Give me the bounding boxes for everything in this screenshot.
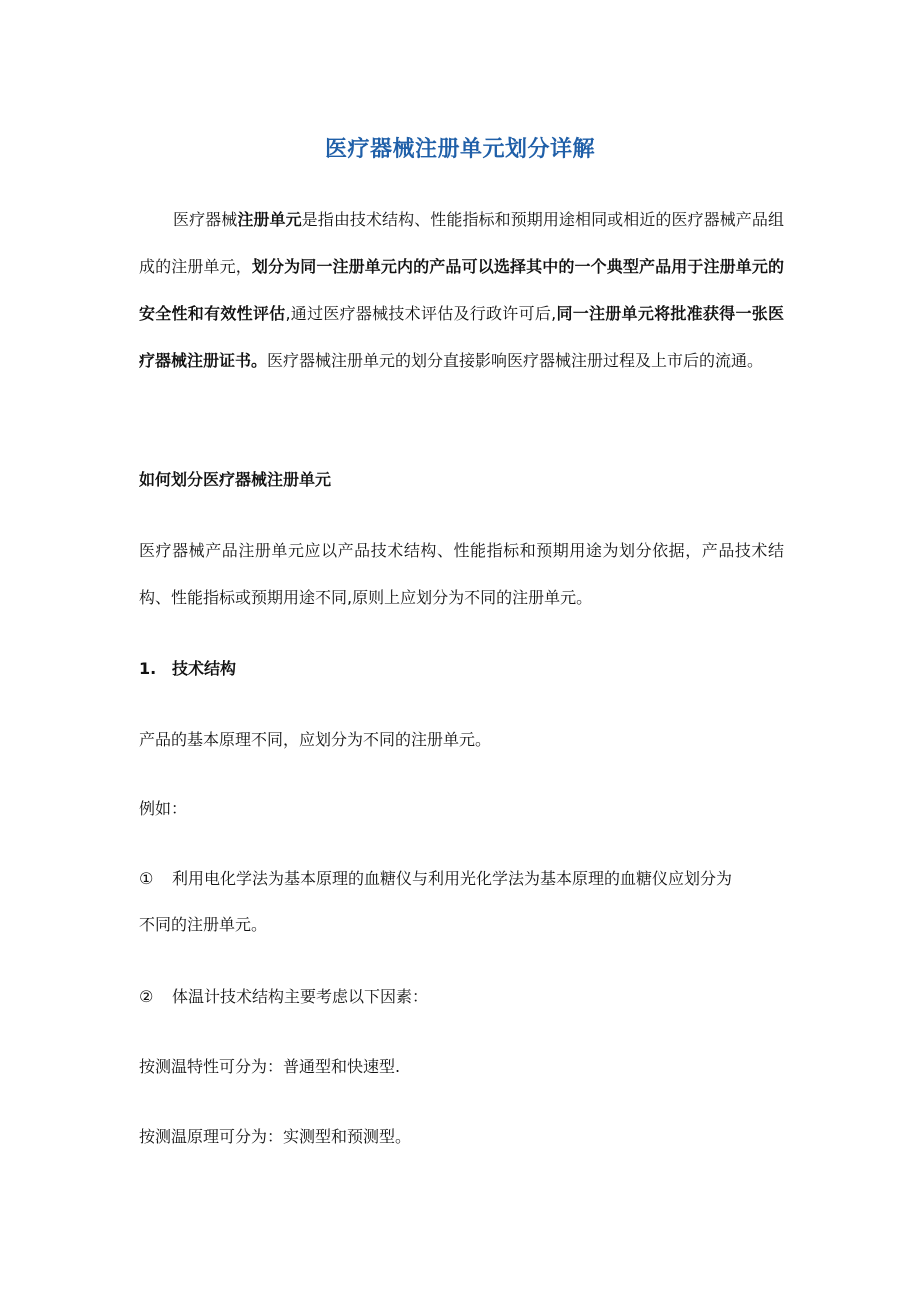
- section-title: 技术结构: [172, 659, 237, 678]
- list-item-2: [139, 985, 428, 1009]
- basis-paragraph: 医疗器械产品注册单元应以产品技术结构、性能指标和预期用途为划分依据，产品技术结构、性能指标或预期用途不同,原则上应划分为不同的注册单元。: [139, 541, 784, 607]
- section-1-heading: [139, 657, 236, 681]
- section-number: 1.: [139, 659, 157, 678]
- classification-line: 按测温原理可分为：实测型和预测型。: [139, 1127, 412, 1146]
- intro-text: 医疗器械注册单元的划分直接影响医疗器械注册过程及上市后的流通。: [267, 351, 764, 370]
- list-marker: ②: [139, 987, 154, 1006]
- intro-bold-term: 注册单元: [237, 210, 302, 229]
- list-item-1: [139, 867, 732, 891]
- intro-text: ,通过医疗器械技术评估及行政许可后,: [285, 304, 557, 323]
- intro-bold-text: 同一注册单元将批准获得一张医疗器械注册证书。: [139, 304, 784, 370]
- list-item-text: 体温计技术结构主要考虑以下因素：: [172, 987, 429, 1006]
- list-item-1-continuation: 不同的注册单元。: [139, 915, 268, 934]
- document-title: 医疗器械注册单元划分详解: [324, 137, 595, 162]
- intro-paragraph: [139, 196, 784, 384]
- section-heading: 如何划分医疗器械注册单元: [139, 470, 332, 489]
- intro-text: 是指由技术结构、性能指标和预期用途相同或相近的医疗器械产品组成的注册单元，: [139, 210, 784, 276]
- example-label: 例如：: [139, 799, 188, 818]
- principle-text: 产品的基本原理不同，应划分为不同的注册单元。: [139, 730, 492, 749]
- list-item-text: 利用电化学法为基本原理的血糖仪与利用光化学法为基本原理的血糖仪应划分为: [172, 869, 733, 888]
- classification-line: 按测温特性可分为：普通型和快速型.: [139, 1057, 401, 1076]
- list-marker: ①: [139, 869, 154, 888]
- intro-text: 医疗器械: [173, 210, 238, 229]
- intro-bold-text: 划分为同一注册单元内的产品可以选择其中的一个典型产品用于注册单元的安全性和有效性评估: [139, 257, 784, 323]
